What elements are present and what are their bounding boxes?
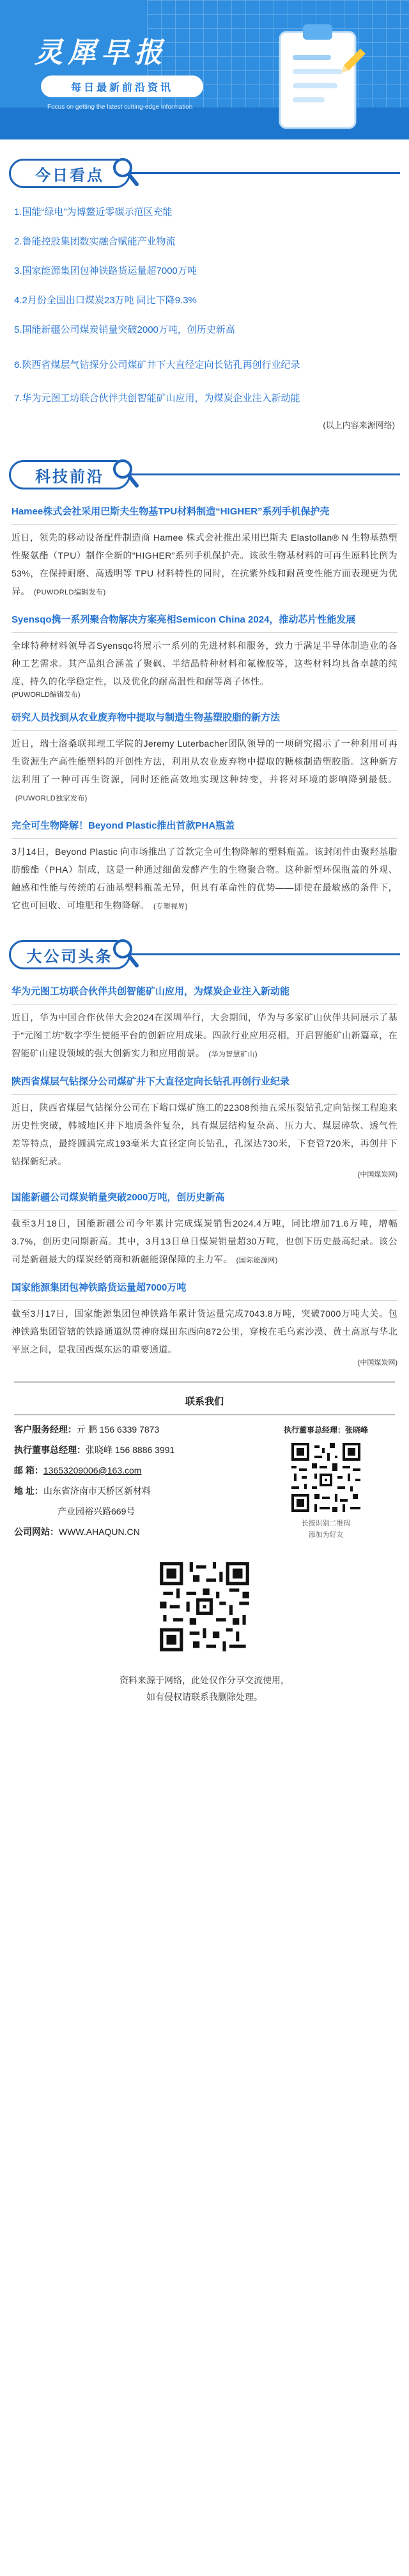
today-item[interactable]: 7.华为元图工坊联合伙伴共创智能矿山应用，为煤炭企业注入新动能 (14, 393, 300, 404)
today-source: (以上内容来源网络) (323, 420, 395, 430)
qr-caption: 添加为好友 (308, 1530, 344, 1539)
article-source: (PUWORLD编辑发布) (12, 691, 81, 699)
today-item[interactable]: 5.国能新疆公司煤炭销量突破2000万吨，创历史新高 (14, 324, 235, 335)
clipboard-icon (267, 19, 369, 132)
today-item[interactable]: 1.国能“绿电”为博鳌近零碳示范区充能 (14, 207, 173, 218)
contact-info (14, 1419, 257, 1542)
contact-row-exec: 执行董事总经理：张晓峰 156 8886 3991 (14, 1445, 175, 1455)
article-source: (PUWORLD独家发布) (15, 795, 88, 802)
article-headline[interactable]: 研究人员找到从农业废弃物中提取与制造生物基塑胶脂的新方法 (12, 712, 281, 723)
footer-line: 如有侵权请联系我删除处理。 (146, 1692, 263, 1702)
divider (12, 1004, 397, 1005)
article-source: (中国煤炭网) (357, 1359, 397, 1367)
article (12, 708, 397, 807)
article-source: (中国煤炭网) (357, 1171, 397, 1179)
section-header-tech (0, 445, 409, 502)
today-item[interactable]: 2.鲁能控股集团数实融合赋能产业物流 (14, 236, 176, 247)
article-text: 近日，领先的移动设备配件制造商 Hamee 株式会社推出采用巴斯夫 Elastollan® N 生物基热塑性聚氨酯（TPU）制作全新的“HIGHER”系列手机保护壳。该款生物基材料的可再生原料比例为 53%，在保持耐磨、高透明等 TPU 材料特性的同时，在抗紫外线和耐黄变性能方面表现更为优异。 (PUWORLD编辑发布) (12, 532, 397, 596)
divider (12, 632, 397, 633)
divider (12, 1300, 397, 1301)
article-headline[interactable]: Syensqo携一系列聚合物解决方案亮相Semicon China 2024，推动芯片性能发展 (12, 614, 356, 625)
banner-subtitle: Focus on getting the latest cutting-edge information (47, 104, 193, 111)
magnifier-icon (110, 154, 141, 189)
divider (12, 1094, 397, 1095)
contact-row-service: 客户服务经理：亓 鹏 156 6339 7873 (14, 1424, 160, 1435)
contact-row-email: 邮 箱：13653209006@163.com (14, 1465, 142, 1475)
qr-code-icon[interactable] (157, 1559, 252, 1655)
contact-row-address: 地 址：山东省济南市天桥区新材料 (14, 1486, 151, 1496)
qr-caption: 长按识别二维码 (301, 1519, 351, 1527)
article (12, 502, 397, 601)
footer-disclaimer (0, 1672, 409, 1705)
article (12, 982, 397, 1063)
article (12, 1278, 397, 1367)
article-headline[interactable]: 陕西省煤层气钻探分公司煤矿井下大直径定向长钻孔再创行业纪录 (12, 1076, 290, 1087)
contact-row-address-2: 产业园裕兴路669号 (58, 1506, 135, 1516)
article-text: 近日，华为中国合作伙伴大会2024在深圳举行，大会期间，华为与多家矿山伙伴共同展示了基于“元图工坊”数字孪生使能平台的创新应用成果。四款行业应用亮相，开启智能矿山新篇章，在智能矿山建设领域的强大创新实力和应用前景。 (华为智慧矿山) (12, 1012, 397, 1058)
magnifier-icon (110, 455, 141, 491)
article-source: (华为智慧矿山) (208, 1051, 258, 1058)
banner-tagline: 每日最新前沿资讯 (70, 82, 173, 93)
website-link[interactable]: WWW.AHAQUN.CN (59, 1527, 140, 1537)
magnifier-icon (110, 935, 141, 971)
article (12, 1188, 397, 1269)
today-item[interactable]: 6.陕西省煤层气钻探分公司煤矿井下大直径定向长钻孔再创行业纪录 (14, 360, 300, 370)
header-banner (0, 0, 409, 139)
article (12, 1072, 397, 1179)
banner-title: 灵犀早报 (35, 36, 167, 69)
contact-block (0, 1415, 409, 1542)
qr-code-icon[interactable] (289, 1440, 363, 1515)
tech-articles (0, 502, 409, 916)
section-title-tech: 科技前沿 (35, 466, 104, 486)
contact-row-website: 公司网站：WWW.AHAQUN.CN (14, 1527, 140, 1537)
section-header-today (0, 143, 409, 201)
article-text: 3月14日，Beyond Plastic 向市场推出了首款完全可生物降解的塑料瓶盖。该封闭件由聚羟基脂肪酸酯（PHA）制成，这是一种通过细菌发酵产生的生物聚合物。这种新型环保瓶盖的外观、触感和性能与传统的石油基塑料瓶盖无异，但具有革命性的优势——即使在最敏感的条件下，它也可回收、可堆肥和生物降解。 (专塑视界) (12, 847, 397, 910)
footer-line: 资料来源于网络，此处仅作分享交流使用， (120, 1675, 289, 1685)
article-source: (PUWORLD编辑发布) (33, 589, 106, 596)
article-source: (国际能源网) (236, 1257, 278, 1264)
article-headline[interactable]: 华为元图工坊联合伙伴共创智能矿山应用，为煤炭企业注入新动能 (12, 986, 290, 997)
exec-label: 执行董事总经理：张晓峰 (283, 1426, 368, 1435)
divider (12, 1210, 397, 1211)
article (12, 610, 397, 699)
section-title-today: 今日看点 (35, 165, 104, 184)
divider (12, 730, 397, 731)
article-headline[interactable]: 完全可生物降解！Beyond Plastic推出首款PHA瓶盖 (12, 820, 235, 831)
article-headline[interactable]: 国家能源集团包神铁路货运量超7000万吨 (12, 1282, 187, 1293)
article-text: 截至3月18日，国能新疆公司今年累计完成煤炭销售2024.4万吨，同比增加71.6万吨，增幅3.7%，创历史同期新高。其中，3月13日单日煤炭销量超30万吨，也创下历史最高纪录。该公司是新疆最大的煤炭经销商和新疆能源保障的主力军。 (国际能源网) (12, 1218, 397, 1264)
divider (12, 524, 397, 525)
article-headline[interactable]: 国能新疆公司煤炭销量突破2000万吨，创历史新高 (12, 1192, 225, 1203)
article-headline[interactable]: Hamee株式会社采用巴斯夫生物基TPU材料制造“HIGHER”系列手机保护壳 (12, 506, 330, 517)
company-articles (0, 982, 409, 1367)
today-item[interactable]: 3.国家能源集团包神铁路货运量超7000万吨 (14, 266, 197, 276)
bottom-qr-block (0, 1559, 409, 1658)
email-link[interactable]: 13653209006@163.com (43, 1465, 142, 1475)
article (12, 816, 397, 916)
section-header-company (0, 925, 409, 982)
divider (12, 838, 397, 839)
article-text: 全球特种材料领导者Syensqo将展示一系列的先进材料和服务，致力于满足半导体制造业的各种工艺需求。其产品组合涵盖了聚砜、半结晶特种材料和氟橡胶等，这些材料均具备卓越的纯度、持久的化学稳定性，以及优化的耐高温性和耐等离子体性。 (12, 640, 397, 687)
banner-tagline-pill (41, 76, 203, 97)
contact-qr-block (257, 1419, 395, 1542)
article-text: 近日，瑞士洛桑联邦理工学院的Jeremy Luterbacher团队领导的一项研究揭示了一种利用可再生资源生产高性能塑料的开创性方法，利用从农业废弃物中提取的糖核制造塑胶脂。这种新方法利用了一种可再生资源，同时还能高效地实现这种转变，并将对环境的影响降到最低。(PUWORLD独家发布) (12, 738, 397, 802)
divider (14, 1381, 395, 1383)
contact-title: 联系我们 (185, 1396, 224, 1407)
article-text: 近日，陕西省煤层气钻探分公司在下峪口煤矿施工的22308预抽五采压裂钻孔定向钻探工程迎来历史性突破，韩城地区井下地质条件复杂，具有煤层结构复杂高、压力大、煤层碎软、透气性差等特点，最终圆满完成193毫米大直径定向长钻孔，孔深达730米，下套管720米，再创井下钻探新纪录。 (12, 1102, 397, 1166)
today-item[interactable]: 4.2月份全国出口煤炭23万吨 同比下降9.3% (14, 295, 197, 306)
article-source: (专塑视界) (153, 903, 188, 910)
today-list (0, 201, 409, 431)
article-text: 截至3月17日，国家能源集团包神铁路年累计货运量完成7043.8万吨，突破7000万吨大关。包神铁路集团管辖的铁路通道纵贯神府煤田东西向872公里，穿梭在毛乌素沙漠、黄土高原与华北平原之间，是我国西煤东运的重要通道。 (12, 1308, 397, 1355)
section-title-company: 大公司头条 (26, 946, 113, 966)
